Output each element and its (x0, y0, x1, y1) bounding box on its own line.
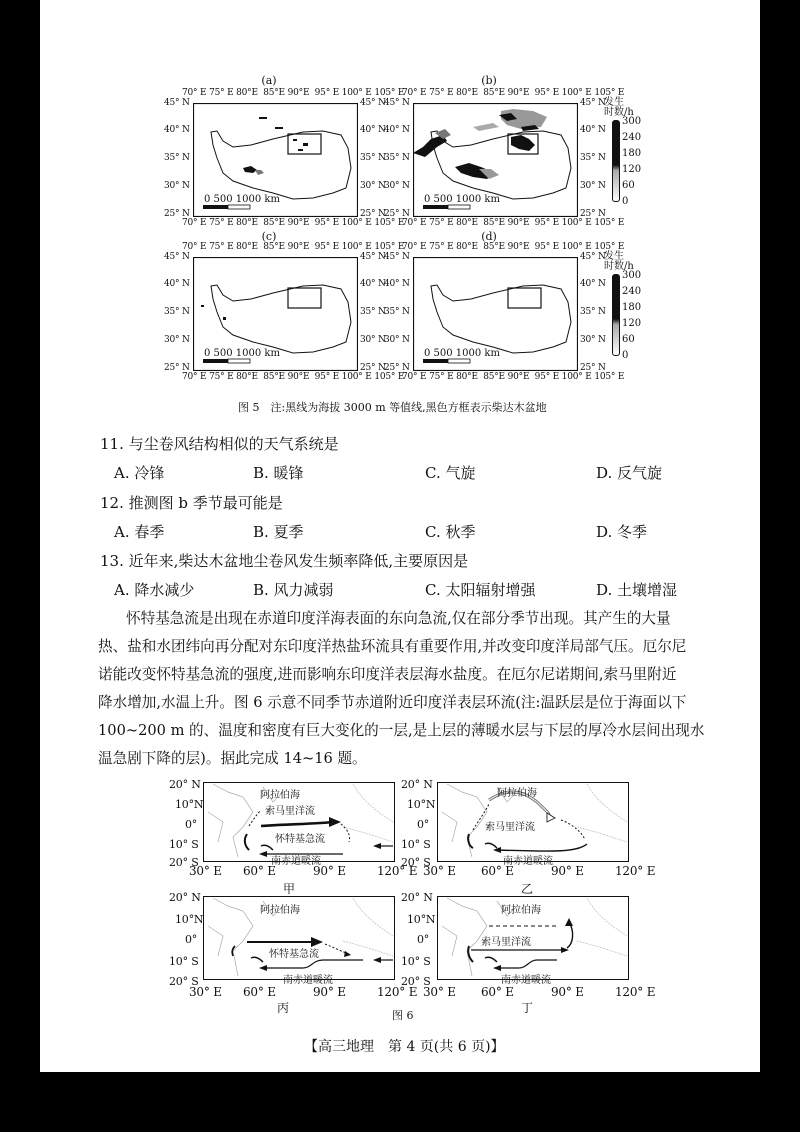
option-11-a[interactable]: A. 冷锋 (114, 464, 165, 482)
x-axis-top: 70° E 75° E 80°E 85°E 90°E 95° E 100° E 105° E (182, 242, 405, 252)
label-wyrtki-jet: 怀特基急流 (269, 949, 319, 960)
label-somali-current: 索马里洋流 (481, 937, 531, 948)
question-11: 11. 与尘卷风结构相似的天气系统是 (100, 435, 339, 453)
map-ding: 20° N 10°N 0° 10° S 20° S 阿拉伯海 索马里洋流 南赤道暖流 30° E 60° E 90° E 120° E 丁 (401, 891, 656, 1015)
y-tick-right: 45° N (360, 98, 386, 108)
map-title: 甲 (283, 882, 296, 896)
y-tick: 10°N (175, 798, 204, 811)
x-axis-bottom: 70° E 75° E 80°E 85°E 90°E 95° E 100° E 105° E (402, 372, 625, 382)
y-tick-right: 45° N (580, 252, 606, 262)
y-tick: 0° (417, 818, 430, 831)
map-jia: 20° N 10°N 0° 10° S 20° S 阿拉伯海 索马里洋流 怀特基急流 南赤道暖流 30° E 60° E 90° E 120° E 甲 (169, 778, 418, 896)
legend-value: 0 (622, 196, 629, 207)
y-tick-right: 30° N (580, 181, 606, 191)
x-axis-bottom: 70° E 75° E 80°E 85°E 90°E 95° E 100° E 105° E (402, 218, 625, 228)
option-13-b[interactable]: B. 风力减弱 (253, 581, 334, 599)
legend-value: 180 (622, 148, 642, 159)
passage-line: 降水增加,水温上升。图 6 示意不同季节赤道附近印度洋表层环流(注:温跃层是位于海面以下 (98, 694, 687, 711)
y-tick: 45° N (384, 252, 410, 262)
legend-value: 180 (622, 302, 642, 313)
y-tick: 35° N (164, 307, 190, 317)
y-tick-right: 45° N (360, 252, 386, 262)
x-axis-bottom: 70° E 75° E 80°E 85°E 90°E 95° E 100° E 105° E (182, 372, 405, 382)
map-title: 丁 (521, 1001, 534, 1015)
legend-title: 发生 (604, 97, 624, 108)
y-tick: 40° N (164, 279, 190, 289)
x-axis-top: 70° E 75° E 80°E 85°E 90°E 95° E 100° E 105° E (182, 88, 405, 98)
question-12: 12. 推测图 b 季节最可能是 (100, 494, 283, 512)
y-tick: 0° (185, 933, 198, 946)
y-tick: 10° S (169, 955, 199, 968)
y-tick-right: 30° N (360, 335, 386, 345)
legend-value: 120 (622, 318, 642, 329)
y-tick: 40° N (164, 125, 190, 135)
y-tick: 10° S (401, 955, 431, 968)
legend-colorbar (612, 274, 620, 356)
map-yi: 20° N 10°N 0° 10° S 20° S 阿拉伯海 索马里洋流 南赤道暖流 30° E 60° E 90° E 120° E 乙 (401, 778, 656, 896)
passage-line: 怀特基急流是出现在赤道印度洋海表面的东向急流,仅在部分季节出现。其产生的大量 (126, 610, 671, 627)
y-tick: 25° N (164, 209, 190, 219)
option-12-c[interactable]: C. 秋季 (425, 523, 476, 541)
label-arabian-sea: 阿拉伯海 (260, 790, 300, 801)
label-wyrtki-jet: 怀特基急流 (275, 834, 325, 845)
reading-passage (98, 605, 704, 773)
y-tick-right: 25° N (360, 363, 386, 373)
option-13-a[interactable]: A. 降水减少 (114, 581, 195, 599)
y-tick-right: 35° N (360, 307, 386, 317)
y-tick: 40° N (384, 125, 410, 135)
scale-bar-label: 0 500 1000 km (204, 194, 280, 205)
label-sec: 南赤道暖流 (501, 975, 551, 986)
map-b-title: (b) (481, 74, 497, 87)
map-c-title: (c) (261, 230, 277, 243)
y-tick: 10° S (401, 838, 431, 851)
option-12-a[interactable]: A. 春季 (114, 523, 165, 541)
y-tick: 10° S (169, 838, 199, 851)
label-sec: 南赤道暖流 (283, 975, 333, 986)
legend-value: 300 (622, 116, 642, 127)
option-13-d[interactable]: D. 土壤增湿 (596, 581, 678, 599)
y-tick-right: 40° N (360, 125, 386, 135)
label-sec: 南赤道暖流 (271, 856, 321, 867)
y-tick: 20° N (169, 891, 201, 904)
label-arabian-sea: 阿拉伯海 (260, 905, 300, 916)
y-tick: 45° N (164, 252, 190, 262)
map-d-title: (d) (481, 230, 497, 243)
map-title: 丙 (277, 1001, 290, 1015)
legend-colorbar (612, 120, 620, 202)
passage-line: 温急剧下降的层)。据此完成 14~16 题。 (98, 750, 367, 767)
legend-value: 60 (622, 334, 635, 345)
y-tick: 20° S (401, 975, 431, 988)
y-tick: 30° N (164, 181, 190, 191)
y-tick-right: 40° N (580, 125, 606, 135)
x-axis-top: 70° E 75° E 80°E 85°E 90°E 95° E 100° E 105° E (402, 242, 625, 252)
x-axis-top: 70° E 75° E 80°E 85°E 90°E 95° E 100° E 105° E (402, 88, 625, 98)
y-tick: 45° N (384, 98, 410, 108)
question-13: 13. 近年来,柴达木盆地尘卷风发生频率降低,主要原因是 (100, 552, 469, 570)
map-bing: 20° N 10°N 0° 10° S 20° S 阿拉伯海 怀特基急流 南赤道暖流 30° E 60° E 90° E 120° E 丙 (169, 891, 418, 1015)
page-footer: 【高三地理 第 4 页(共 6 页)】 (304, 1039, 505, 1055)
option-11-c[interactable]: C. 气旋 (425, 464, 476, 482)
y-tick: 10°N (407, 913, 436, 926)
y-tick: 35° N (384, 307, 410, 317)
passage-line: 诺能改变怀特基急流的强度,进而影响东印度洋表层海水盐度。在厄尔尼诺期间,索马里附近 (98, 666, 677, 683)
legend (604, 251, 642, 361)
y-tick: 0° (185, 818, 198, 831)
label-arabian-sea: 阿拉伯海 (501, 905, 541, 916)
y-tick-right: 30° N (580, 335, 606, 345)
y-tick-right: 25° N (580, 209, 606, 219)
y-tick: 20° N (169, 778, 201, 791)
y-tick: 25° N (384, 363, 410, 373)
legend-unit: 时数/h (604, 107, 634, 118)
legend-value: 240 (622, 132, 642, 143)
map-title: 乙 (521, 882, 534, 896)
y-tick: 30° N (384, 181, 410, 191)
label-sec: 南赤道暖流 (503, 856, 553, 867)
y-tick: 20° N (401, 891, 433, 904)
legend-value: 0 (622, 350, 629, 361)
y-tick: 25° N (164, 363, 190, 373)
y-tick-right: 45° N (580, 98, 606, 108)
y-tick: 20° S (169, 975, 199, 988)
legend-value: 60 (622, 180, 635, 191)
y-tick: 30° N (384, 335, 410, 345)
option-13-c[interactable]: C. 太阳辐射增强 (425, 581, 536, 599)
passage-line: 热、盐和水团纬向再分配对东印度洋热盐环流具有重要作用,并改变印度洋局部气压。厄尔尼 (98, 638, 687, 655)
legend-title: 发生 (604, 251, 624, 262)
legend-value: 240 (622, 286, 642, 297)
scale-bar-label: 0 500 1000 km (424, 348, 500, 359)
y-tick-right: 40° N (360, 279, 386, 289)
option-12-b[interactable]: B. 夏季 (253, 523, 304, 541)
label-somali-current: 索马里洋流 (265, 806, 315, 817)
y-tick-right: 35° N (580, 307, 606, 317)
y-tick: 20° S (401, 856, 431, 869)
y-tick: 35° N (164, 153, 190, 163)
y-tick: 10°N (407, 798, 436, 811)
y-tick: 20° N (401, 778, 433, 791)
legend-unit: 时数/h (604, 261, 634, 272)
option-11-b[interactable]: B. 暖锋 (253, 464, 304, 482)
y-tick: 10°N (175, 913, 204, 926)
scale-bar-label: 0 500 1000 km (204, 348, 280, 359)
legend-value: 300 (622, 270, 642, 281)
y-tick-right: 30° N (360, 181, 386, 191)
x-axis-bottom: 70° E 75° E 80°E 85°E 90°E 95° E 100° E 105° E (182, 218, 405, 228)
y-tick: 35° N (384, 153, 410, 163)
y-tick: 45° N (164, 98, 190, 108)
y-tick: 30° N (164, 335, 190, 345)
y-tick-right: 40° N (580, 279, 606, 289)
legend (604, 97, 642, 207)
label-somali-current: 索马里洋流 (485, 822, 535, 833)
y-tick: 25° N (384, 209, 410, 219)
scale-bar-label: 0 500 1000 km (424, 194, 500, 205)
y-tick: 20° S (169, 856, 199, 869)
exam-page (40, 0, 760, 1072)
y-tick-right: 25° N (360, 209, 386, 219)
option-12-d[interactable]: D. 冬季 (596, 523, 648, 541)
option-11-d[interactable]: D. 反气旋 (596, 464, 663, 482)
y-tick-right: 35° N (360, 153, 386, 163)
y-tick-right: 25° N (580, 363, 606, 373)
figure-5-caption: 图 5 注:黑线为海拔 3000 m 等值线,黑色方框表示柴达木盆地 (238, 401, 547, 414)
legend-value: 120 (622, 164, 642, 175)
y-tick: 0° (417, 933, 430, 946)
y-tick: 40° N (384, 279, 410, 289)
y-tick-right: 35° N (580, 153, 606, 163)
passage-line: 100~200 m 的、温度和密度有巨大变化的一层,是上层的薄暖水层与下层的厚冷水层间出现水 (98, 722, 705, 739)
map-a-title: (a) (261, 74, 277, 87)
label-arabian-sea: 阿拉伯海 (497, 788, 537, 799)
figure-6-caption: 图 6 (392, 1009, 414, 1022)
